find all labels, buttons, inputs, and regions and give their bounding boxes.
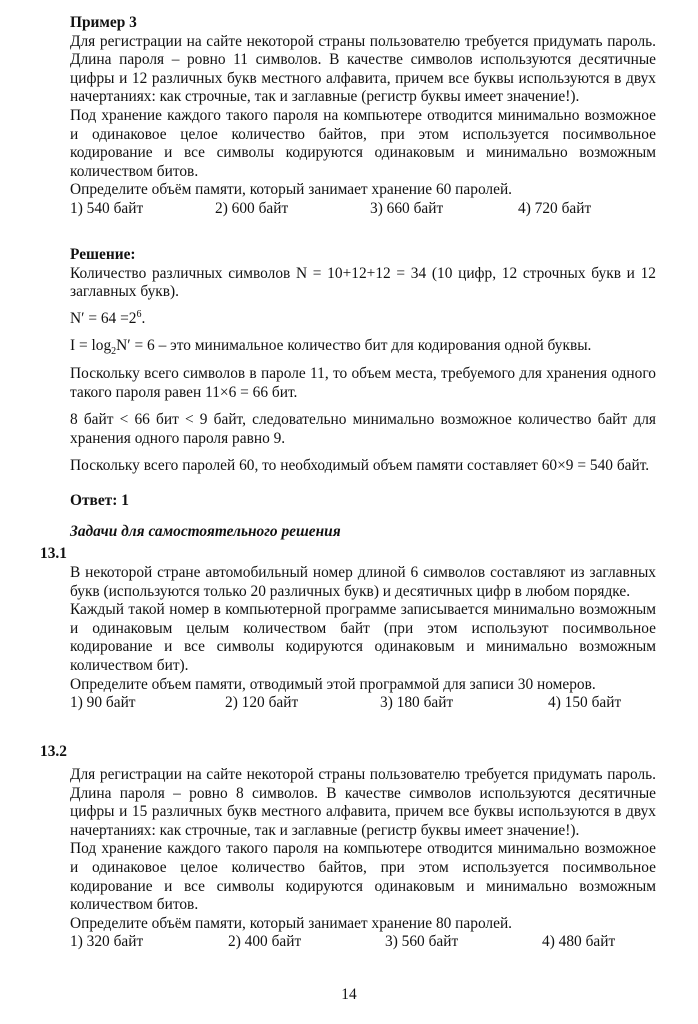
task-answer-options: [70, 694, 656, 713]
task-question: Определите объём памяти, который занимает хранение 80 паролей.: [70, 914, 513, 932]
formula-text: N′ = 6 – это минимальное количество бит для кодирования одной буквы.: [116, 337, 592, 355]
task-paragraph-1: Для регистрации на сайте некоторой страны пользователю требуется придумать пароль. Длина пароля – ровно 8 символов. В качестве символов используются десятичные цифры и 15 различных букв местного алфавита, причем все буквы используются в двух начертаниях: как строчные, так и заглавные (регистр буквы имеет значение!).: [70, 766, 656, 839]
answer-option-3: 3) 560 байт: [385, 933, 459, 951]
task-paragraph-1: В некоторой стране автомобильный номер длиной 6 символов составляют из заглавных букв (используются только 20 различных букв) и десятичных цифр в любом порядке.: [70, 564, 656, 600]
answer-option-3: 3) 660 байт: [370, 199, 444, 217]
task-answer-options: [70, 933, 656, 952]
answer-option-2: 2) 600 байт: [215, 199, 289, 217]
task-paragraph-2: Под хранение каждого такого пароля на компьютере отводится минимально возможное и одинаковое целое количество байтов, при этом используется посимвольное кодирование и все символы кодируются одинаковым и минимально возможным количеством битов.: [70, 840, 656, 914]
page-number: 14: [341, 986, 357, 1003]
tasks-section: [70, 523, 656, 542]
answer-option-2: 2) 120 байт: [225, 694, 299, 712]
solution-line-3: [70, 337, 656, 356]
answer-option-2: 2) 400 байт: [228, 933, 302, 951]
formula-text: .: [141, 309, 146, 327]
solution-heading: Решение:: [70, 246, 136, 263]
task-number: 13.2: [40, 743, 67, 760]
formula-exponent: 6: [136, 308, 142, 320]
task-13-1: [70, 564, 656, 713]
solution-line-1: Количество различных символов N = 10+12+12 = 34 (10 цифр, 12 строчных букв и 12 заглавных букв).: [70, 264, 656, 301]
solution-line-6: Поскольку всего паролей 60, то необходимый объем памяти составляет 60×9 = 540 байт.: [70, 457, 650, 475]
answer-option-4: 4) 150 байт: [548, 694, 622, 712]
answer-option-1: 1) 320 байт: [70, 933, 144, 951]
solution-section: [70, 246, 656, 511]
formula-text: N′ = 64 =2: [70, 309, 137, 327]
answer-option-4: 4) 480 байт: [542, 933, 616, 951]
task-number: 13.1: [40, 545, 67, 562]
example-paragraph-1: Для регистрации на сайте некоторой страны пользователю требуется придумать пароль. Длина пароля – ровно 11 символов. В качестве символов используются десятичные цифры и 12 различных букв местного алфавита, причем все буквы используются в двух начертаниях: как строчные, так и заглавные (регистр буквы имеет значение!).: [70, 32, 656, 106]
answer-option-4: 4) 720 байт: [518, 199, 592, 217]
example-question: Определите объём памяти, который занимает хранение 60 паролей.: [70, 181, 513, 199]
task-13-2: [70, 766, 656, 952]
example-section: [70, 14, 656, 219]
tasks-heading: Задачи для самостоятельного решения: [70, 523, 341, 540]
example-paragraph-2: Под хранение каждого такого пароля на компьютере отводится минимально возможное и одинаковое целое количество байтов, при этом используется посимвольное кодирование и все символы кодируются одинаковым и минимально возможным количеством битов.: [70, 106, 656, 180]
answer-option-3: 3) 180 байт: [380, 694, 454, 712]
solution-answer: Ответ: 1: [70, 491, 129, 509]
example-answer-options: [70, 200, 656, 219]
example-heading: Пример 3: [70, 14, 137, 31]
solution-line-4: Поскольку всего символов в пароле 11, то объем места, требуемого для хранения одного такого пароля равен 11×6 = 66 бит.: [70, 364, 656, 401]
formula-text: I = log: [70, 337, 112, 355]
answer-option-1: 1) 90 байт: [70, 694, 136, 712]
task-paragraph-2: Каждый такой номер в компьютерной программе записывается минимально возможным и одинаковым целым количеством байт (при этом используют посимвольное кодирование и все символы кодируются одинаковым и минимально возможным количеством бит).: [70, 601, 656, 674]
solution-line-5: 8 байт < 66 бит < 9 байт, следовательно минимально возможное количество байт для хранения одного пароля равно 9.: [70, 411, 656, 447]
answer-option-1: 1) 540 байт: [70, 199, 144, 217]
solution-line-2: [70, 310, 656, 329]
task-question: Определите объем памяти, отводимый этой программой для записи 30 номеров.: [70, 675, 596, 693]
formula-subscript: 2: [111, 346, 117, 358]
